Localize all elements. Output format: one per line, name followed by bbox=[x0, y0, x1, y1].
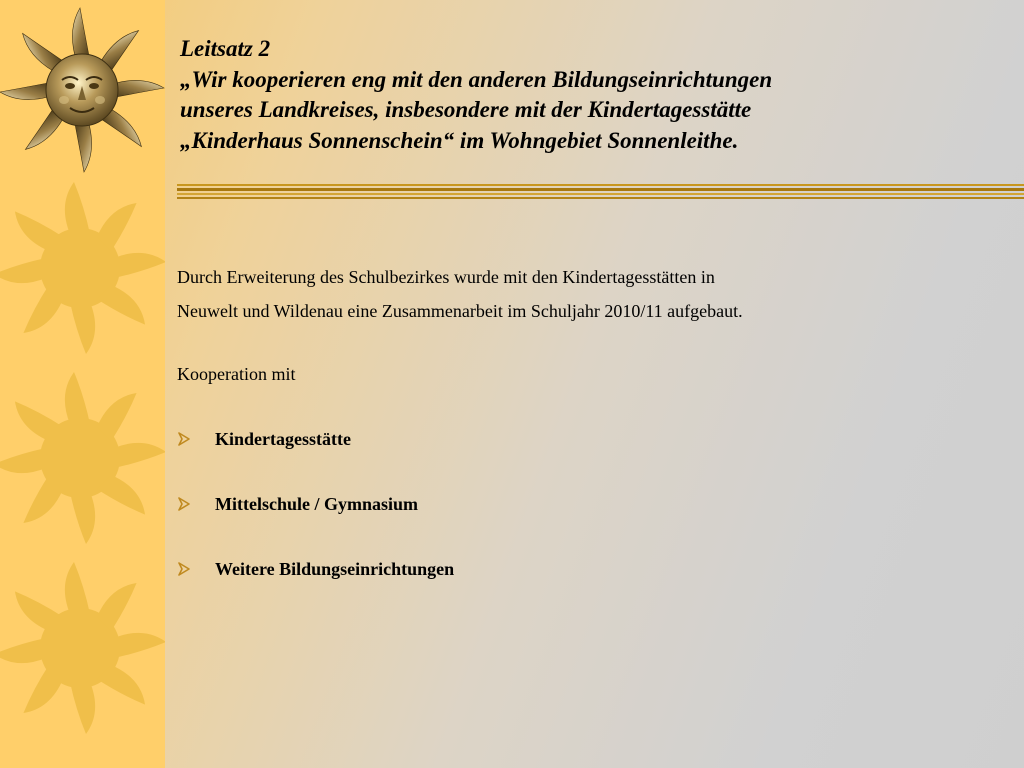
bullet-item bbox=[177, 422, 351, 456]
bullet-label: Mittelschule / Gymnasium bbox=[215, 493, 418, 514]
intro-paragraph bbox=[177, 260, 743, 328]
bullet-item bbox=[177, 487, 418, 521]
intro-line: Neuwelt und Wildenau eine Zusammenarbeit im Schuljahr 2010/11 aufgebaut. bbox=[177, 301, 743, 321]
sun-face-icon bbox=[0, 5, 165, 175]
title-line: unseres Landkreises, insbesondere mit der Kindertagesstätte bbox=[180, 97, 752, 122]
slide-title bbox=[180, 34, 1000, 156]
bullet-label: Kindertagesstätte bbox=[215, 428, 351, 449]
bullet-label: Weitere Bildungseinrichtungen bbox=[215, 558, 455, 579]
title-line: Leitsatz 2 bbox=[180, 36, 271, 61]
intro-line: Durch Erweiterung des Schulbezirkes wurde mit den Kindertagesstätten in bbox=[177, 267, 715, 287]
title-line: „Wir kooperieren eng mit den anderen Bildungseinrichtungen bbox=[180, 66, 773, 92]
arrow-bullet-icon bbox=[177, 432, 215, 446]
bullet-item bbox=[177, 552, 454, 586]
kooperation-label: Kooperation mit bbox=[177, 364, 296, 384]
title-line: „Kinderhaus Sonnenschein“ im Wohngebiet Sonnenleithe. bbox=[180, 127, 739, 153]
sun-icon bbox=[0, 370, 165, 545]
title-divider bbox=[177, 182, 1024, 204]
sun-icon bbox=[0, 180, 165, 355]
sun-icon bbox=[0, 560, 165, 735]
arrow-bullet-icon bbox=[177, 562, 215, 576]
arrow-bullet-icon bbox=[177, 497, 215, 511]
left-decorative-strip bbox=[0, 0, 165, 768]
